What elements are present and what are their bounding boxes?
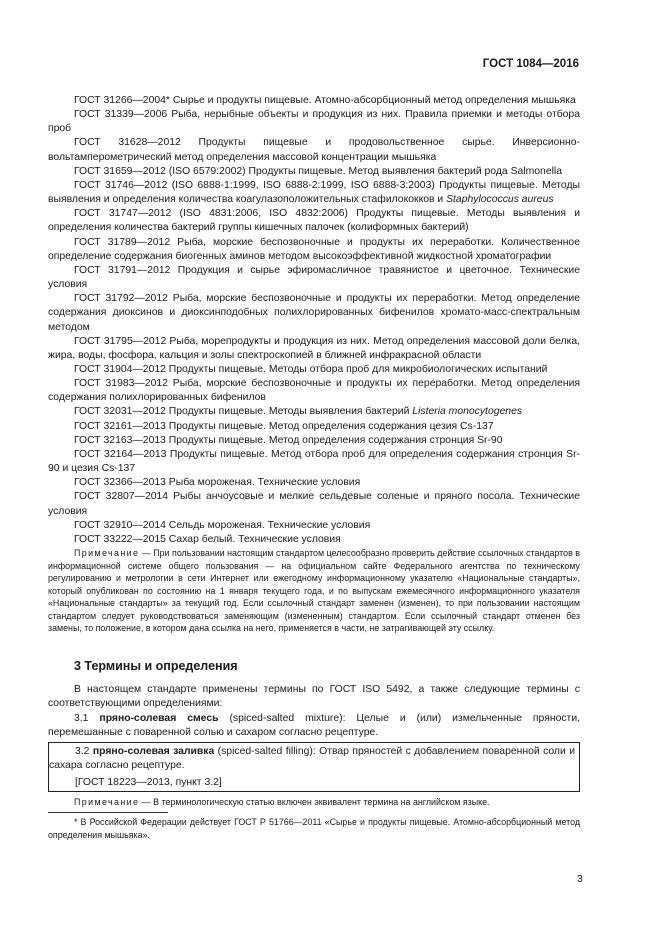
term-3-1-term: пряно-солевая смесь xyxy=(99,713,219,724)
term-3-2-text: (spiced-salted filling): Отвар пряностей с добавлением поваренной соли и сахара согласно рецептуре. xyxy=(49,746,575,772)
term-3-1-text: (spiced-salted mixture): Целые и (или) измельченные пряности, перемешанные с поваренной солью и сахаром согласно рецептуре. xyxy=(48,713,581,739)
reference-code: ГОСТ 33222—2015 xyxy=(74,533,166,545)
term-3-2 xyxy=(49,743,579,773)
reference-code: ГОСТ 31792—2012 xyxy=(74,293,168,305)
reference-item xyxy=(48,236,580,264)
note-2-paragraph xyxy=(48,797,490,807)
reference-title: Продукты пищевые. Метод определения содержания цезия Cs-137 xyxy=(165,420,494,432)
reference-code: ГОСТ 32161—2013 xyxy=(74,420,166,432)
reference-code: ГОСТ 32807—2014 xyxy=(74,491,169,503)
term-3-2-source: [ГОСТ 18223—2013, пункт 3.2] xyxy=(75,777,222,789)
reference-title: Сахар белый. Технические условия xyxy=(165,533,341,545)
reference-title: Продукты пищевые. Метод определения содержания стронция Sr-90 xyxy=(165,434,503,446)
note-paragraph xyxy=(48,547,580,635)
reference-code: ГОСТ 31659—2012 xyxy=(74,165,166,177)
reference-title: Продукты пищевые. Метод отбора проб для определения содержания стронция Sr-90 и цезия Cs-137 xyxy=(48,448,580,475)
reference-item xyxy=(48,335,580,363)
reference-item xyxy=(48,292,580,334)
reference-item xyxy=(48,420,580,434)
reference-title: Продукция и сырье эфиромасличное травянистое и цветочное. Технические условия xyxy=(48,264,581,291)
reference-item xyxy=(48,533,580,547)
reference-code: ГОСТ 32164—2013 xyxy=(74,448,167,460)
term-3-2-term: пряно-солевая заливка xyxy=(92,746,215,757)
reference-item xyxy=(48,207,580,235)
note-2-label: Примечание xyxy=(74,797,140,807)
reference-title: Рыба, нерыбные объекты и продукция из них. Правила приемки и методы отбора проб xyxy=(48,109,580,135)
reference-title: Рыбы анчоусовые и мелкие сельдевые соленые и пряного посола. Технические условия xyxy=(48,491,580,517)
document-header: ГОСТ 1084—2016 xyxy=(482,58,579,70)
reference-code: ГОСТ 31791—2012 xyxy=(74,264,171,276)
reference-code: ГОСТ 31746—2012 xyxy=(74,179,168,191)
reference-title: Продукты пищевые и продовольственное сырье. Инверсионно-вольтамперометрический метод определения массовой концентрации мышьяка xyxy=(48,137,580,163)
reference-item xyxy=(48,165,580,179)
reference-title: Сельдь мороженая. Технические условия xyxy=(165,519,371,531)
references-list xyxy=(48,94,580,547)
footnote: * В Российской Федерации действует ГОСТ Р 51766—2011 «Сырье и продукты пищевые. Атомно-абсорбционный метод определения мышьяка». xyxy=(48,817,580,840)
reference-title: (ISO 6888-1:1999, ISO 6888-2:1999, ISO 6888-3:2003) Продукты пищевые. Методы выявления и определения количества коагулазоположительных стафилококков и xyxy=(48,179,580,206)
reference-item xyxy=(48,179,580,207)
reference-code: ГОСТ 32031—2012 xyxy=(74,406,166,418)
reference-title: Продукты пищевые. Методы выявления бактерий xyxy=(165,406,413,418)
reference-italic: Listeria monocytogenes xyxy=(412,406,523,418)
reference-item xyxy=(48,94,580,108)
reference-code: ГОСТ 31266—2004* xyxy=(74,95,170,106)
reference-item xyxy=(48,363,580,377)
reference-code: ГОСТ 32910—2014 xyxy=(74,519,166,531)
reference-item xyxy=(48,434,580,448)
reference-title: Рыба, морские беспозвоночные и продукты их переработки. Метод определение содержания диоксинов и диоксинподобных полихлорированных бифенилов хромато-масс-спектральным методом xyxy=(48,293,581,333)
term-3-2-box xyxy=(48,742,580,792)
reference-code: ГОСТ 32163—2013 xyxy=(74,434,166,446)
term-3-2-number: 3.2 xyxy=(75,746,90,757)
reference-code: ГОСТ 31795—2012 xyxy=(74,335,167,347)
reference-item xyxy=(48,405,580,419)
section-intro: В настоящем стандарте применены термины по ГОСТ ISO 5492, а также следующие термины с соответствующими определениями: xyxy=(48,684,580,710)
reference-title: (ISO 6579:2002) Продукты пищевые. Метод выявления бактерий рода Salmonella xyxy=(165,165,562,177)
term-3-1 xyxy=(48,712,580,740)
reference-code: ГОСТ 31789—2012 xyxy=(74,236,171,248)
reference-code: ГОСТ 31628—2012 xyxy=(74,137,181,149)
reference-item xyxy=(48,264,580,292)
section-title: 3 Термины и определения xyxy=(74,659,238,673)
reference-item xyxy=(48,476,580,490)
reference-title: Рыба, морепродукты и продукция из них. Метод определения массовой доли белка, жира, воды, фосфора, кальция и золы спектроскопией в ближней инфракрасной области xyxy=(48,335,581,361)
reference-item xyxy=(48,377,580,405)
reference-code: ГОСТ 31904—2012 xyxy=(74,363,166,375)
reference-code: ГОСТ 31747—2012 xyxy=(74,208,172,220)
note-label: Примечание xyxy=(74,548,140,558)
reference-italic: Staphylococcus aureus xyxy=(446,194,554,206)
note-text: — При пользовании настоящим стандартом целесообразно проверить действие ссылочных стандартов в информационной системе общего пользования — на официальном сайте Федерального агентства по техническому регулированию и метрологии в сети Интернет или ежегодному информационному указателю «Национальные стандарты», который опубликован по состоянию на 1 января текущего года, и по выпускам ежемесячного информационного указателя «Национальные стандарты» за текущий год. Если ссылочный стандарт заменен (изменен), то при пользовании настоящим стандартом следует руководствоваться заменяющим (измененным) стандартом. Если ссылочный стандарт отменен без замены, то положение, в котором дана ссылка на него, применяется в части, не затрагивающей эту ссылку. xyxy=(48,548,580,633)
reference-title: Рыба мороженая. Технические условия xyxy=(165,477,361,489)
footnote-divider xyxy=(48,812,168,813)
reference-code: ГОСТ 31983—2012 xyxy=(74,378,168,390)
reference-item xyxy=(48,108,580,136)
reference-title: Продукты пищевые. Методы отбора проб для микробиологических испытаний xyxy=(165,363,548,375)
reference-item xyxy=(48,136,580,164)
reference-title: Рыба, морские беспозвоночные и продукты их переработки. Количественное определение содержания биогенных аминов методом высокоэффективной жидкостной хроматографии xyxy=(48,236,580,262)
reference-item xyxy=(48,490,580,518)
reference-item xyxy=(48,519,580,533)
page-number: 3 xyxy=(577,874,583,885)
reference-item xyxy=(48,448,580,476)
reference-title: Сырье и продукты пищевые. Атомно-абсорбционный метод определения мышьяка xyxy=(169,95,576,106)
reference-title: (ISO 4831:2006, ISO 4832:2006) Продукты пищевые. Методы выявления и определения количества бактерий группы кишечных палочек (колиформных бактерий) xyxy=(48,208,580,234)
note-2-text: — В терминологическую статью включен эквивалент термина на английском языке. xyxy=(139,797,490,807)
reference-title: Рыба, морские беспозвоночные и продукты их переработки. Метод определения содержания полихлорированных бифенилов xyxy=(48,378,580,404)
term-3-1-number: 3.1 xyxy=(74,713,89,724)
reference-code: ГОСТ 32366—2013 xyxy=(74,477,166,489)
reference-code: ГОСТ 31339—2006 xyxy=(74,109,168,121)
